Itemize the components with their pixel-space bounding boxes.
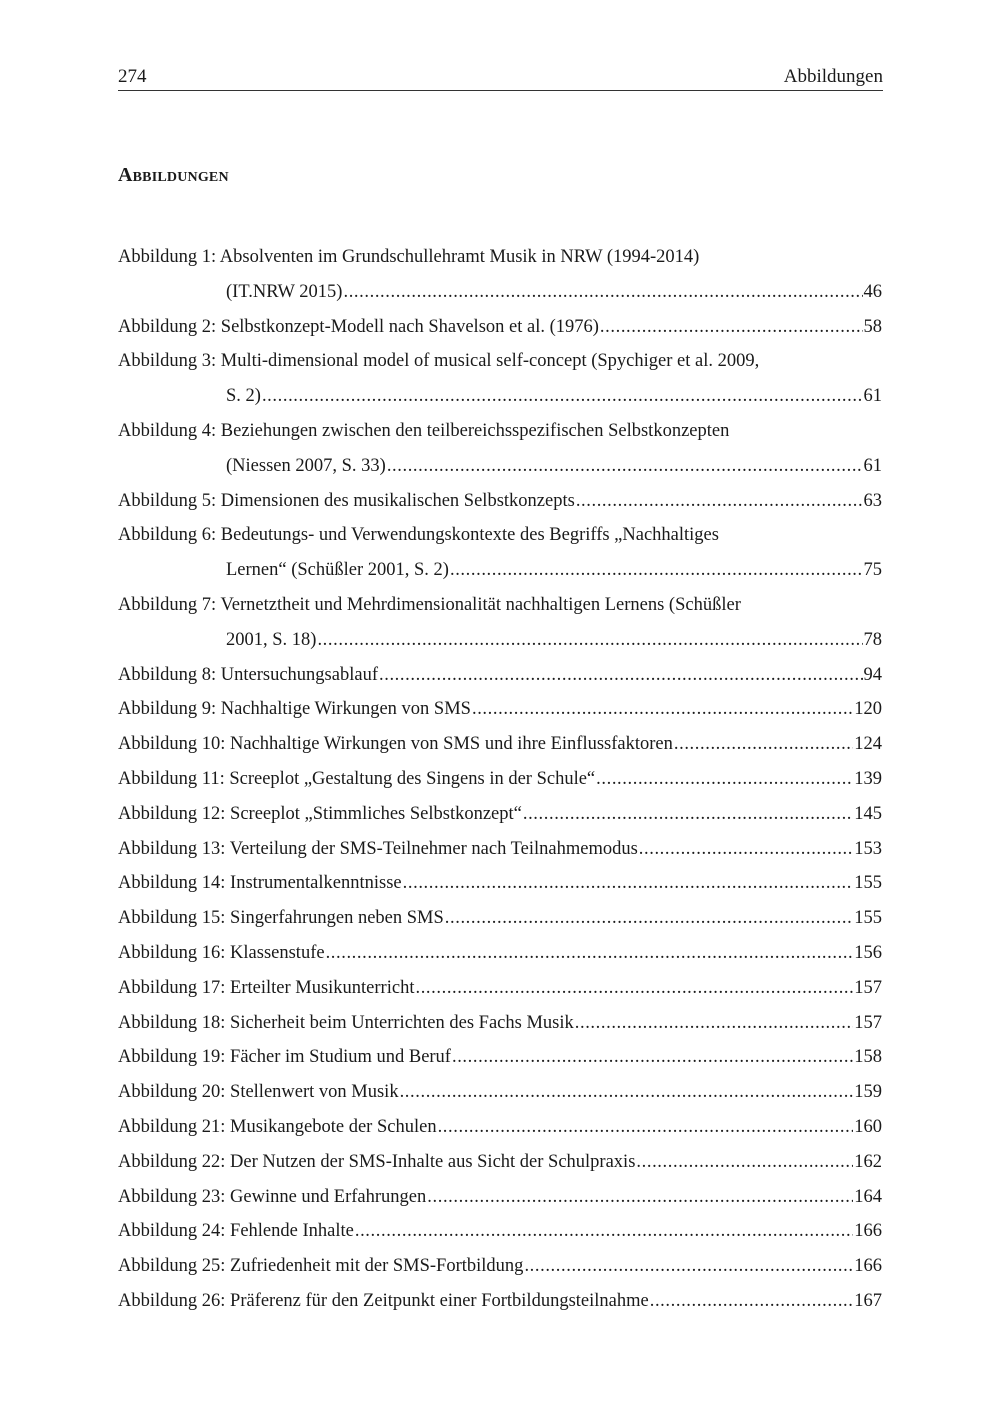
figure-caption: Abbildung 5: Dimensionen des musikalischen Selbstkonzepts: [118, 490, 575, 511]
figure-entry: [118, 240, 882, 310]
figure-entry: [118, 832, 882, 867]
figure-entry-line: [118, 901, 882, 936]
figure-entry: [118, 1110, 882, 1145]
dot-leader: [596, 762, 853, 797]
figure-entry: [118, 936, 882, 971]
figure-caption: Abbildung 8: Untersuchungsablauf: [118, 664, 378, 685]
figure-entry-line: [118, 1249, 882, 1284]
figure-entry: [118, 658, 882, 693]
figure-entry-line: [118, 484, 882, 519]
figure-entry: [118, 1040, 882, 1075]
dot-leader: [576, 484, 863, 519]
figure-entry: [118, 692, 882, 727]
page-reference: 157: [854, 1012, 882, 1033]
figure-entry: [118, 866, 882, 901]
figure-entry-line: [118, 1284, 882, 1319]
figure-entry: [118, 414, 882, 484]
dot-leader: [403, 866, 854, 901]
figure-entry: [118, 310, 882, 345]
figure-entry-line: [118, 1006, 882, 1041]
figure-entry: [118, 518, 882, 588]
figure-caption: Lernen“ (Schüßler 2001, S. 2): [226, 560, 449, 581]
dot-leader: [427, 1180, 853, 1215]
figure-entry-line: [118, 866, 882, 901]
dot-leader: [524, 1249, 853, 1284]
figure-entry: [118, 484, 882, 519]
page-reference: 159: [854, 1082, 882, 1103]
page-number: 274: [118, 66, 147, 87]
dot-leader: [438, 1110, 854, 1145]
page-reference: 58: [863, 316, 882, 337]
figure-caption: Abbildung 14: Instrumentalkenntnisse: [118, 873, 402, 894]
page-reference: 124: [854, 734, 882, 755]
figure-entry-continuation: [118, 553, 882, 588]
figure-caption: S. 2): [226, 386, 261, 407]
dot-leader: [262, 379, 863, 414]
dot-leader: [387, 449, 863, 484]
figure-entry: [118, 901, 882, 936]
figure-entry: [118, 762, 882, 797]
figure-entry-line: [118, 1214, 882, 1249]
figure-caption: Abbildung 22: Der Nutzen der SMS-Inhalte aus Sicht der Schulpraxis: [118, 1151, 636, 1172]
figure-entry-line: [118, 1110, 882, 1145]
dot-leader: [523, 797, 853, 832]
figure-entry: [118, 1145, 882, 1180]
figure-caption: Abbildung 4: Beziehungen zwischen den teilbereichsspezifischen Selbstkonzepten: [118, 420, 730, 441]
figure-entry-line: [118, 762, 882, 797]
dot-leader: [650, 1284, 854, 1319]
dot-leader: [326, 936, 854, 971]
figure-caption: Abbildung 2: Selbstkonzept-Modell nach Shavelson et al. (1976): [118, 316, 599, 337]
figure-entry-line: [118, 1180, 882, 1215]
running-title: Abbildungen: [783, 66, 883, 87]
figure-entry-line: [118, 832, 882, 867]
figure-entry: [118, 588, 882, 658]
figure-caption: Abbildung 11: Screeplot „Gestaltung des Singens in der Schule“: [118, 768, 596, 789]
figure-caption: Abbildung 10: Nachhaltige Wirkungen von SMS und ihre Einflussfaktoren: [118, 734, 673, 755]
page-reference: 78: [863, 629, 882, 650]
page-reference: 160: [854, 1116, 882, 1137]
page-reference: 156: [854, 942, 882, 963]
page-reference: 120: [854, 699, 882, 720]
figure-entry: [118, 344, 882, 414]
figure-caption: 2001, S. 18): [226, 629, 317, 650]
figure-entry-line: [118, 310, 882, 345]
page-reference: 166: [854, 1256, 882, 1277]
figure-entry-line: [118, 692, 882, 727]
dot-leader: [575, 1006, 854, 1041]
figure-entry: [118, 1180, 882, 1215]
figure-caption: Abbildung 16: Klassenstufe: [118, 942, 325, 963]
figure-caption: Abbildung 12: Screeplot „Stimmliches Selbstkonzept“: [118, 803, 522, 824]
page-reference: 166: [854, 1221, 882, 1242]
page-reference: 46: [863, 281, 882, 302]
figure-entry-continuation: [118, 275, 882, 310]
page-header: [118, 66, 883, 91]
dot-leader: [600, 310, 863, 345]
dot-leader: [472, 692, 853, 727]
figure-caption: Abbildung 3: Multi-dimensional model of musical self-concept (Spychiger et al. 2009,: [118, 351, 760, 372]
dot-leader: [452, 1040, 853, 1075]
page-reference: 157: [854, 977, 882, 998]
figure-caption: Abbildung 25: Zufriedenheit mit der SMS-Fortbildung: [118, 1256, 524, 1277]
figure-entry-line: [118, 658, 882, 693]
figure-caption: Abbildung 15: Singerfahrungen neben SMS: [118, 908, 444, 929]
figure-caption: Abbildung 23: Gewinne und Erfahrungen: [118, 1186, 427, 1207]
figure-caption: Abbildung 26: Präferenz für den Zeitpunkt einer Fortbildungsteilnahme: [118, 1290, 649, 1311]
figure-entry: [118, 727, 882, 762]
dot-leader: [343, 275, 862, 310]
figure-entry: [118, 797, 882, 832]
page-reference: 167: [854, 1290, 882, 1311]
dot-leader: [639, 832, 853, 867]
page-reference: 153: [854, 838, 882, 859]
figure-entry-line: [118, 1075, 882, 1110]
figure-caption: Abbildung 18: Sicherheit beim Unterrichten des Fachs Musik: [118, 1012, 574, 1033]
page-reference: 158: [854, 1047, 882, 1068]
figure-entry: [118, 1006, 882, 1041]
page-reference: 145: [854, 803, 882, 824]
dot-leader: [355, 1214, 853, 1249]
page-reference: 155: [854, 873, 882, 894]
page-reference: 63: [863, 490, 882, 511]
figure-list: [118, 240, 882, 1319]
dot-leader: [415, 971, 853, 1006]
figure-caption: Abbildung 19: Fächer im Studium und Beruf: [118, 1047, 451, 1068]
figure-entry-line: [118, 971, 882, 1006]
page-reference: 75: [863, 560, 882, 581]
page-reference: 155: [854, 908, 882, 929]
dot-leader: [636, 1145, 853, 1180]
page-reference: 94: [863, 664, 882, 685]
figure-entry: [118, 1284, 882, 1319]
figure-entry: [118, 1249, 882, 1284]
figure-caption: Abbildung 24: Fehlende Inhalte: [118, 1221, 354, 1242]
page-reference: 61: [863, 455, 882, 476]
dot-leader: [445, 901, 853, 936]
figure-entry-line: [118, 727, 882, 762]
figure-caption: (IT.NRW 2015): [226, 281, 343, 302]
dot-leader: [400, 1075, 854, 1110]
dot-leader: [379, 658, 863, 693]
figure-caption: Abbildung 9: Nachhaltige Wirkungen von SMS: [118, 699, 471, 720]
page-reference: 164: [854, 1186, 882, 1207]
figure-entry-line: [118, 936, 882, 971]
figure-entry-line: [118, 797, 882, 832]
dot-leader: [317, 623, 862, 658]
figure-entry-line: [118, 1040, 882, 1075]
page-reference: 162: [854, 1151, 882, 1172]
figure-entry: [118, 971, 882, 1006]
figure-entry-continuation: [118, 623, 882, 658]
figure-caption: (Niessen 2007, S. 33): [226, 455, 386, 476]
figure-caption: Abbildung 21: Musikangebote der Schulen: [118, 1116, 437, 1137]
figure-caption: Abbildung 1: Absolventen im Grundschullehramt Musik in NRW (1994-2014): [118, 247, 700, 267]
figure-caption: Abbildung 17: Erteilter Musikunterricht: [118, 977, 415, 998]
figure-caption: Abbildung 20: Stellenwert von Musik: [118, 1082, 399, 1103]
figure-entry-continuation: [118, 449, 882, 484]
figure-entry-line: [118, 1145, 882, 1180]
figure-entry-continuation: [118, 379, 882, 414]
figure-caption: Abbildung 7: Vernetztheit und Mehrdimensionalität nachhaltigen Lernens (Schüßler: [118, 594, 741, 615]
page-reference: 139: [854, 768, 882, 789]
page-reference: 61: [863, 386, 882, 407]
figure-entry: [118, 1214, 882, 1249]
figure-entry: [118, 1075, 882, 1110]
dot-leader: [674, 727, 853, 762]
dot-leader: [450, 553, 863, 588]
figure-caption: Abbildung 6: Bedeutungs- und Verwendungskontexte des Begriffs „Nachhaltiges: [118, 525, 719, 546]
figure-caption: Abbildung 13: Verteilung der SMS-Teilnehmer nach Teilnahmemodus: [118, 838, 638, 859]
section-title: Abbildungen: [118, 164, 229, 186]
